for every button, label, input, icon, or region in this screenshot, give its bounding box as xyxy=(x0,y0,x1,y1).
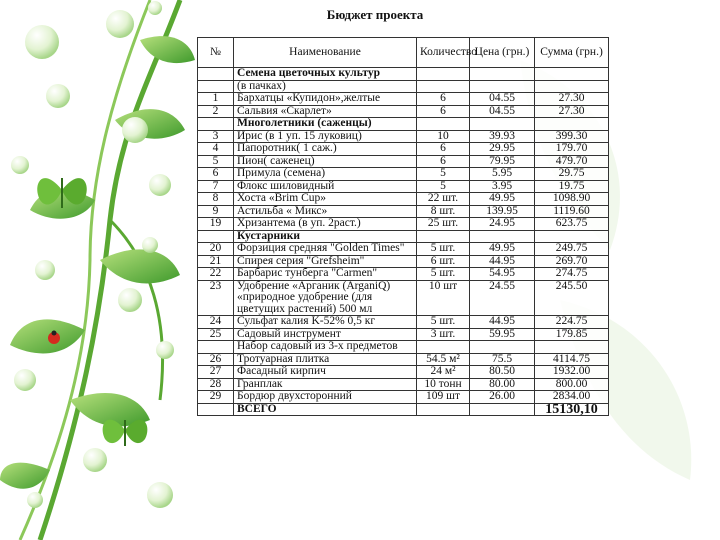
table-row xyxy=(198,341,609,354)
cell-sum: 274.75 xyxy=(535,268,609,281)
cell-sum xyxy=(535,118,609,131)
cell-sum: 623.75 xyxy=(535,218,609,231)
cell-sum xyxy=(535,80,609,93)
cell-price xyxy=(470,403,535,416)
cell-price xyxy=(470,68,535,81)
cell-num: 3 xyxy=(198,130,234,143)
page-title: Бюджет проекта xyxy=(326,7,424,22)
cell-num: 28 xyxy=(198,378,234,391)
cell-sum: 179.70 xyxy=(535,143,609,156)
cell-num: 22 xyxy=(198,268,234,281)
cell-name: (в пачках) xyxy=(234,80,417,93)
cell-num: 20 xyxy=(198,243,234,256)
cell-sum: 2834.00 xyxy=(535,391,609,404)
cell-qty: 22 шт. xyxy=(417,193,470,206)
cell-qty: 109 шт xyxy=(417,391,470,404)
table-row xyxy=(198,328,609,341)
table-row xyxy=(198,93,609,106)
cell-name: Астильба « Микс» xyxy=(234,205,417,218)
cell-name: Хризантема (в уп. 2раст.) xyxy=(234,218,417,231)
cell-sum: 245.50 xyxy=(535,280,609,316)
cell-num: 2 xyxy=(198,105,234,118)
cell-num: 7 xyxy=(198,180,234,193)
cell-num: 8 xyxy=(198,193,234,206)
cell-name: Хоста «Brim Cup» xyxy=(234,193,417,206)
cell-sum: 15130,10 xyxy=(535,403,609,416)
cell-qty: 54.5 м² xyxy=(417,353,470,366)
header-sum: Сумма (грн.) xyxy=(535,38,609,68)
cell-price: 44.95 xyxy=(470,316,535,329)
table-row xyxy=(198,193,609,206)
table-row xyxy=(198,403,609,416)
cell-sum xyxy=(535,230,609,243)
cell-sum: 249.75 xyxy=(535,243,609,256)
cell-name: Фасадный кирпич xyxy=(234,366,417,379)
table-row xyxy=(198,268,609,281)
cell-price: 49.95 xyxy=(470,243,535,256)
cell-num xyxy=(198,118,234,131)
cell-num: 6 xyxy=(198,168,234,181)
cell-sum: 1932.00 xyxy=(535,366,609,379)
table-row xyxy=(198,255,609,268)
cell-price: 24.95 xyxy=(470,218,535,231)
header-name: Наименование xyxy=(234,38,417,68)
cell-price: 04.55 xyxy=(470,105,535,118)
cell-num: 25 xyxy=(198,328,234,341)
cell-price: 75.5 xyxy=(470,353,535,366)
cell-num: 19 xyxy=(198,218,234,231)
cell-price: 139.95 xyxy=(470,205,535,218)
cell-name: Кустарники xyxy=(234,230,417,243)
cell-qty: 6 шт. xyxy=(417,255,470,268)
cell-price: 44.95 xyxy=(470,255,535,268)
cell-name: Многолетники (саженцы) xyxy=(234,118,417,131)
cell-price: 26.00 xyxy=(470,391,535,404)
cell-qty: 3 шт. xyxy=(417,328,470,341)
header-num: № xyxy=(198,38,234,68)
cell-sum: 224.75 xyxy=(535,316,609,329)
cell-name: ВСЕГО xyxy=(234,403,417,416)
cell-sum: 27.30 xyxy=(535,93,609,106)
cell-price: 80.50 xyxy=(470,366,535,379)
table-row xyxy=(198,143,609,156)
table-row xyxy=(198,205,609,218)
cell-name: Флокс шиловидный xyxy=(234,180,417,193)
cell-price xyxy=(470,118,535,131)
cell-qty: 8 шт. xyxy=(417,205,470,218)
cell-qty xyxy=(417,68,470,81)
cell-num: 27 xyxy=(198,366,234,379)
cell-num: 5 xyxy=(198,155,234,168)
cell-qty: 5 шт. xyxy=(417,268,470,281)
cell-name: Барбарис тунберга "Carmen" xyxy=(234,268,417,281)
cell-qty xyxy=(417,118,470,131)
cell-qty xyxy=(417,341,470,354)
cell-qty: 5 шт. xyxy=(417,243,470,256)
cell-name: Форзиция средняя "Golden Times" xyxy=(234,243,417,256)
cell-num: 1 xyxy=(198,93,234,106)
table-row xyxy=(198,243,609,256)
table-row xyxy=(198,155,609,168)
cell-qty: 25 шт. xyxy=(417,218,470,231)
cell-name: Сальвия «Скарлет» xyxy=(234,105,417,118)
cell-price xyxy=(470,80,535,93)
cell-sum xyxy=(535,341,609,354)
cell-price: 54.95 xyxy=(470,268,535,281)
cell-sum: 1098.90 xyxy=(535,193,609,206)
cell-qty: 10 шт xyxy=(417,280,470,316)
cell-num: 9 xyxy=(198,205,234,218)
cell-num xyxy=(198,341,234,354)
cell-qty: 5 xyxy=(417,168,470,181)
cell-qty xyxy=(417,230,470,243)
cell-name: Гранплак xyxy=(234,378,417,391)
cell-qty: 6 xyxy=(417,105,470,118)
cell-name: Удобрение «Арганик (ArganiQ) «природное удобрение (для цветущих растений) 500 мл xyxy=(234,280,417,316)
cell-price: 04.55 xyxy=(470,93,535,106)
table-row xyxy=(198,316,609,329)
cell-qty: 6 xyxy=(417,93,470,106)
cell-sum: 27.30 xyxy=(535,105,609,118)
cell-name: Пион( саженец) xyxy=(234,155,417,168)
cell-sum xyxy=(535,68,609,81)
cell-sum: 19.75 xyxy=(535,180,609,193)
cell-price: 39.93 xyxy=(470,130,535,143)
cell-sum: 800.00 xyxy=(535,378,609,391)
cell-num xyxy=(198,403,234,416)
cell-sum: 29.75 xyxy=(535,168,609,181)
table-row xyxy=(198,80,609,93)
cell-num: 23 xyxy=(198,280,234,316)
cell-price: 80.00 xyxy=(470,378,535,391)
cell-qty: 10 xyxy=(417,130,470,143)
cell-num xyxy=(198,80,234,93)
cell-num xyxy=(198,230,234,243)
header-price: Цена (грн.) xyxy=(470,38,535,68)
cell-name: Бордюр двухсторонний xyxy=(234,391,417,404)
table-row xyxy=(198,353,609,366)
table-row xyxy=(198,218,609,231)
cell-price: 59.95 xyxy=(470,328,535,341)
cell-qty: 24 м² xyxy=(417,366,470,379)
cell-name: Семена цветочных культур xyxy=(234,68,417,81)
cell-sum: 399.30 xyxy=(535,130,609,143)
cell-qty xyxy=(417,80,470,93)
cell-qty: 6 xyxy=(417,143,470,156)
cell-sum: 1119.60 xyxy=(535,205,609,218)
table-row xyxy=(198,168,609,181)
cell-num: 29 xyxy=(198,391,234,404)
cell-price xyxy=(470,230,535,243)
cell-sum: 269.70 xyxy=(535,255,609,268)
cell-name: Бархатцы «Купидон»,желтые xyxy=(234,93,417,106)
cell-name: Сульфат калия K-52% 0,5 кг xyxy=(234,316,417,329)
cell-num: 21 xyxy=(198,255,234,268)
table-row xyxy=(198,366,609,379)
table-row xyxy=(198,180,609,193)
cell-price: 24.55 xyxy=(470,280,535,316)
cell-qty: 10 тонн xyxy=(417,378,470,391)
table-row xyxy=(198,230,609,243)
table-row xyxy=(198,118,609,131)
table-row xyxy=(198,130,609,143)
cell-num: 26 xyxy=(198,353,234,366)
cell-sum: 179.85 xyxy=(535,328,609,341)
cell-qty xyxy=(417,403,470,416)
cell-sum: 479.70 xyxy=(535,155,609,168)
cell-price: 79.95 xyxy=(470,155,535,168)
cell-name: Примула (семена) xyxy=(234,168,417,181)
cell-price: 5.95 xyxy=(470,168,535,181)
cell-price: 3.95 xyxy=(470,180,535,193)
cell-qty: 5 xyxy=(417,180,470,193)
budget-table xyxy=(197,37,609,416)
cell-qty: 6 xyxy=(417,155,470,168)
cell-qty: 5 шт. xyxy=(417,316,470,329)
table-row xyxy=(198,105,609,118)
cell-num xyxy=(198,68,234,81)
cell-name: Садовый инструмент xyxy=(234,328,417,341)
cell-num: 24 xyxy=(198,316,234,329)
cell-num: 4 xyxy=(198,143,234,156)
cell-name: Набор садовый из 3-х предметов xyxy=(234,341,417,354)
cell-price: 29.95 xyxy=(470,143,535,156)
table-row xyxy=(198,378,609,391)
cell-name: Спирея серия "Grefsheim" xyxy=(234,255,417,268)
cell-price xyxy=(470,341,535,354)
cell-price: 49.95 xyxy=(470,193,535,206)
header-qty: Количество xyxy=(417,38,470,68)
cell-name: Папоротник( 1 саж.) xyxy=(234,143,417,156)
table-body xyxy=(198,68,609,416)
table-row xyxy=(198,280,609,316)
cell-name: Ирис (в 1 уп. 15 луковиц) xyxy=(234,130,417,143)
cell-sum: 4114.75 xyxy=(535,353,609,366)
cell-name: Тротуарная плитка xyxy=(234,353,417,366)
table-row xyxy=(198,68,609,81)
